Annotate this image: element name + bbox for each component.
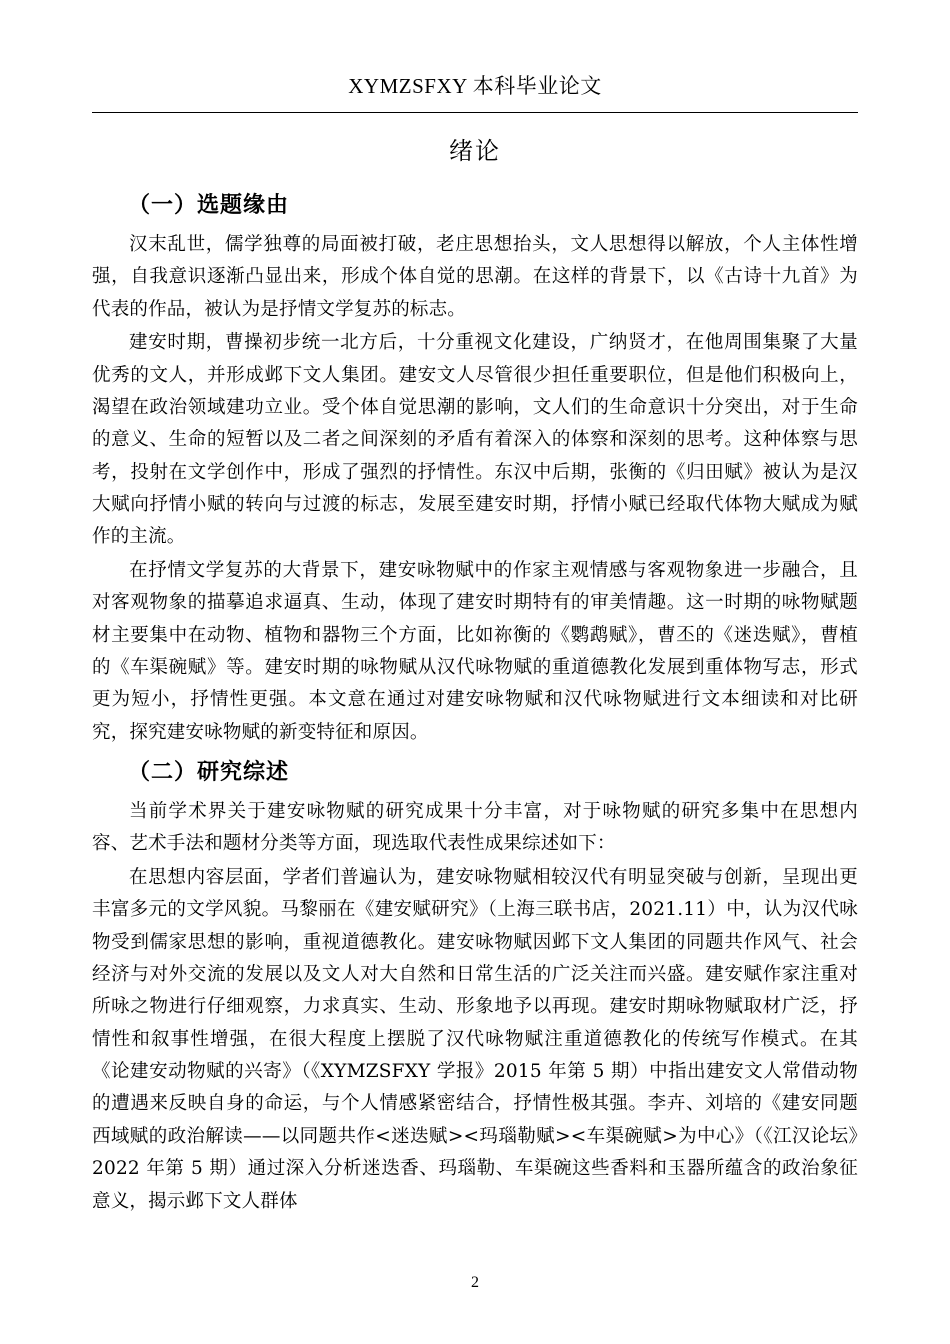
- page-title: 绪论: [449, 137, 501, 165]
- paragraph: 在思想内容层面，学者们普遍认为，建安咏物赋相较汉代有明显突破与创新，呈现出更丰富多元的文学风貌。马黎丽在《建安赋研究》（上海三联书店，2021.11）中，认为汉代咏物受到儒家思想的影响，重视道德教化。建安咏物赋因邺下文人集团的同题共作风气、社会经济与对外交流的发展以及文人对大自然和日常生活的广泛关注而兴盛。建安赋作家注重对所咏之物进行仔细观察，力求真实、生动、形象地予以再现。建安时期咏物赋取材广泛，抒情性和叙事性增强，在很大程度上摆脱了汉代咏物赋注重道德教化的传统写作模式。在其《论建安动物赋的兴寄》（《XYMZSFXY 学报》2015 年第 5 期）中指出建安文人常借动物的遭遇来反映自身的命运，与个人情感紧密结合，抒情性极其强。李卉、刘培的《建安同题西域赋的政治解读——以同题共作<迷迭赋><玛瑙勒赋><车渠碗赋>为中心》（《江汉论坛》2022 年第 5 期）通过深入分析迷迭香、玛瑙勒、车渠碗这些香料和玉器所蕴含的政治象征意义，揭示邺下文人群体: [92, 866, 858, 1212]
- paragraph: 建安时期，曹操初步统一北方后，十分重视文化建设，广纳贤才，在他周围集聚了大量优秀的文人，并形成邺下文人集团。建安文人尽管很少担任重要职位，但是他们积极向上，渴望在政治领域建功立业。受个体自觉思潮的影响，文人们的生命意识十分突出，对于生命的意义、生命的短暂以及二者之间深刻的矛盾有着深入的体察和深刻的思考。这种体察与思考，投射在文学创作中，形成了强烈的抒情性。东汉中后期，张衡的《归田赋》被认为是汉大赋向抒情小赋的转向与过渡的标志，发展至建安时期，抒情小赋已经取代体物大赋成为赋作的主流。: [92, 332, 858, 548]
- header-divider: [92, 112, 858, 113]
- section-heading-2: （二）研究综述: [128, 759, 290, 785]
- paragraph: 在抒情文学复苏的大背景下，建安咏物赋中的作家主观情感与客观物象进一步融合，且对客观物象的描摹追求逼真、生动，体现了建安时期特有的审美情趣。这一时期的咏物赋题材主要集中在动物、植物和器物三个方面，比如祢衡的《鹦鹉赋》，曹丕的《迷迭赋》，曹植的《车渠碗赋》等。建安时期的咏物赋从汉代咏物赋的重道德教化发展到重体物写志，形式更为短小，抒情性更强。本文意在通过对建安咏物赋和汉代咏物赋进行文本细读和对比研究，探究建安咏物赋的新变特征和原因。: [92, 559, 858, 743]
- section-heading-1: （一）选题缘由: [128, 192, 290, 218]
- paragraph: 汉末乱世，儒学独尊的局面被打破，老庄思想抬头，文人思想得以解放，个人主体性增强，自我意识逐渐凸显出来，形成个体自觉的思潮。在这样的背景下，以《古诗十九首》为代表的作品，被认为是抒情文学复苏的标志。: [92, 234, 858, 320]
- paragraph: 当前学术界关于建安咏物赋的研究成果十分丰富，对于咏物赋的研究多集中在思想内容、艺术手法和题材分类等方面，现选取代表性成果综述如下：: [92, 801, 858, 855]
- running-header: XYMZSFXY 本科毕业论文: [348, 74, 602, 98]
- page-number: 2: [471, 1274, 479, 1291]
